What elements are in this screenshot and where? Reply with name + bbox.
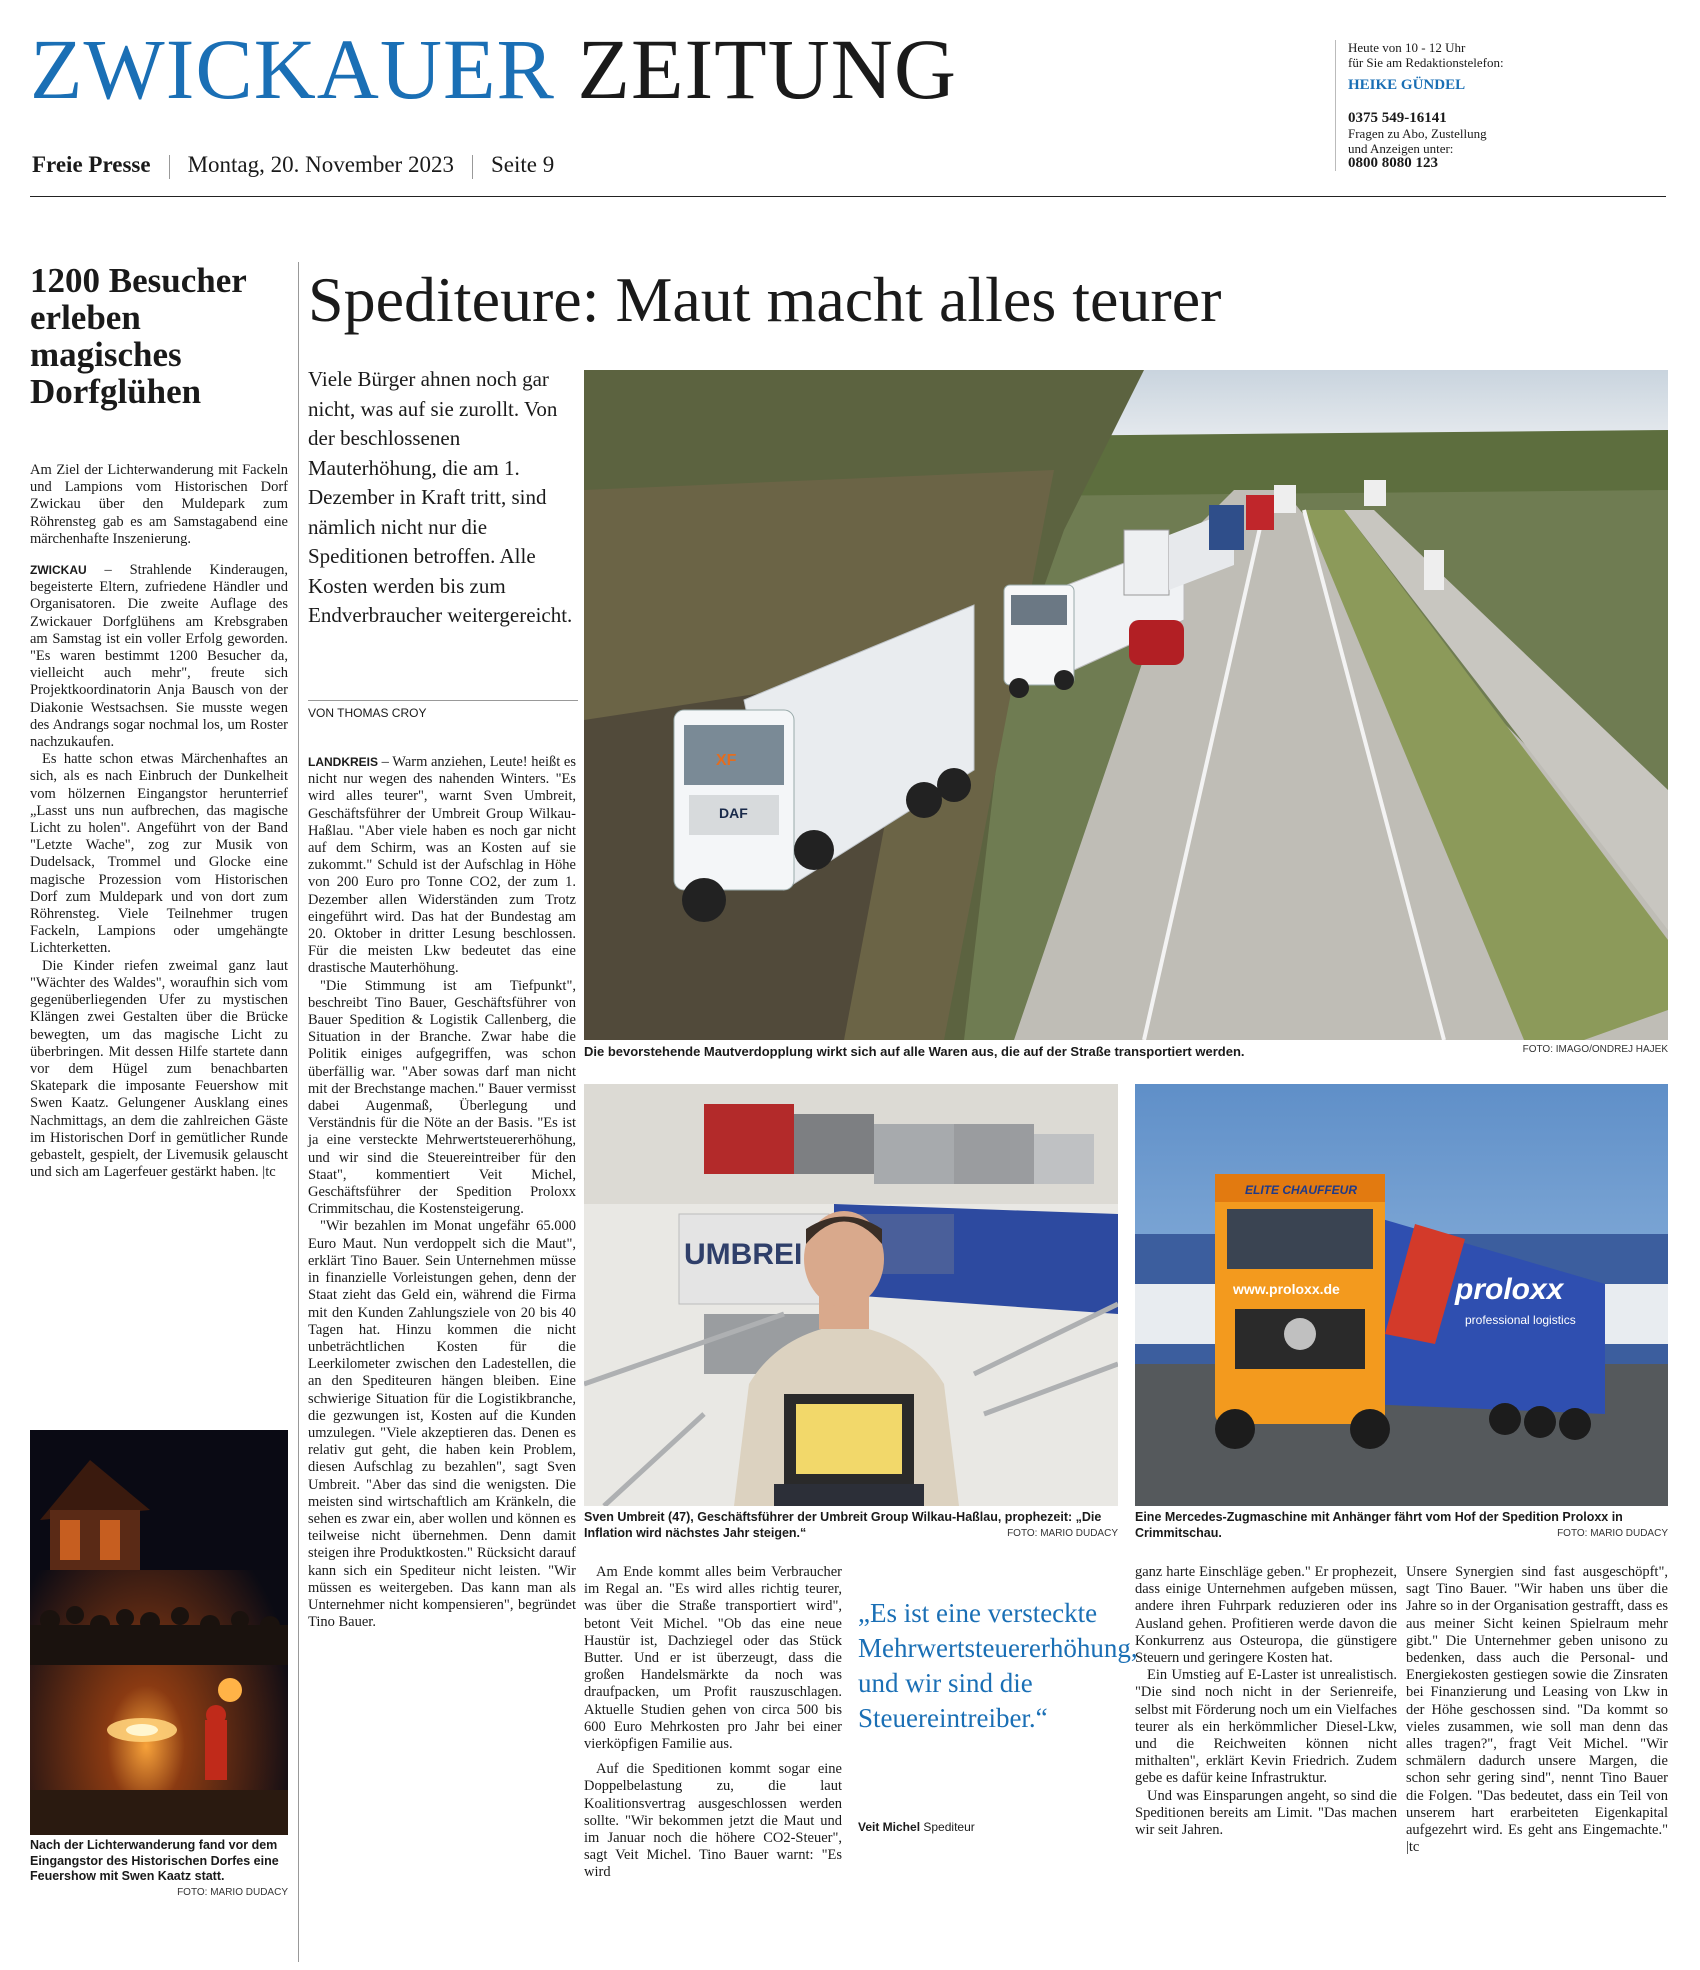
main-c3-p1: ganz harte Einschläge geben." Er prophezeit, dass einige Unternehmen aufgeben müssen, andere ihren Fuhrpark reduzieren oder ins Ausland gehen. Profitieren werde davon die Konkurrenz aus Osteuropa, die günstigere Steuern und geringere Kosten hat. (1135, 1564, 1397, 1667)
truck-badge-text: XF (716, 752, 737, 769)
issue-date: Montag, 20. November 2023 (187, 152, 454, 177)
main-lede: Viele Bürger ahnen noch gar nicht, was auf sie zurollt. Von der beschlossenen Mauterhöhung, die am 1. Dezember in Kraft tritt, sind nämlich nicht nur die Speditionen betroffen. Alle Kosten werden bis zum Endverbraucher weitergereicht. (308, 367, 573, 627)
main-c2-p2: Auf die Speditionen kommt sogar eine Doppelbelastung zu, die laut Koalitionsvertrag ausgeschlossen werden sollte. "Wir bekommen jetzt die Maut und im Januar noch die höhere CO2-Steuer", sagt Veit Michel. Tino Bauer warnt: "Es wird (584, 1761, 842, 1881)
quote-role: Spediteur (923, 1820, 975, 1834)
main-c4-p1: Unsere Synergien sind fast ausgeschöpft", sagt Tino Bauer. "Wir haben uns über die Jahre so in der Organisation gestrafft, dass es aus meiner Sicht keinen Spielraum mehr gibt." Die Unternehmer geben unisono zu bedenken, dass auch die Personal- und Energiekosten gestiegen sowie die Zinsraten bei Finanzierung und Leasing von Lkw in der Höhe geschossen sind. "Da kommt so vieles zusammen, wie soll man denn das alles tragen?", fragt Veit Michel. "Wir schmälern dadurch unsere Margen, die schon sehr gering sind", nennt Tino Bauer die Folgen. "Das bedeutet, dass ein Teil von unserem hart erarbeiteten Eigenkapital aufgezehrt wird. Es geht ans Eingemachte." |tc (1406, 1564, 1669, 1856)
umbreit-photo-credit: FOTO: MARIO DUDACY (1007, 1527, 1118, 1539)
contact-abo-note2: und Anzeigen unter: (1348, 141, 1454, 156)
main-c1-p1-text: – Warm anziehen, Leute! heißt es nicht nur wegen des nahenden Winters. "Es wird alles teurer", warnt Sven Umbreit, Geschäftsführer der Umbreit Group Wilkau-Haßlau. "Aber viele haben es noch gar nicht auf dem Schirm, was an Kosten auf sie zukommt." Schuld ist der Aufschlag in Höhe von 200 Euro pro Tonne CO2, der zum 1. Dezember allen Widerständen zum Trotz eingeführt wird. Das hat der Bundestag am 20. Oktober in dritter Lesung beschlossen. Für die meisten Lkw bedeutet das eine drastische Mauterhöhung. (308, 754, 576, 977)
proloxx-photo-caption (1135, 1510, 1668, 1541)
trailer-brand-text: proloxx (1455, 1273, 1564, 1306)
main-c1-p2: "Die Stimmung ist am Tiefpunkt", beschreibt Tino Bauer, Geschäftsführer von Bauer Spedition & Logistik Callenberg, die Situation in der Branche. Zwar habe die Politik einiges aufgegriffen, was schon überfällig war. "Aber sowas darf man nicht mit der Brechstange machen." Bauer vermisst dabei Augenmaß, Überlegung und Verständnis für die Nöte an der Basis. "Es ist ja eine versteckte Mehrwertsteuererhöhung, und wir sind die Steuereintreiber für den Staat", kommentiert Veit Michel, Geschäftsführer der Spedition Proloxx Crimmitschau, die Kostensteigerung. (308, 977, 576, 1218)
contact-hotline: 0800 8080 123 (1348, 155, 1438, 171)
publisher-name: Freie Presse (32, 152, 151, 177)
pull-quote: „Es ist eine versteckte Mehrwertsteuererhöhung, und wir sind die Steuereintreiber.“ (858, 1598, 1138, 1733)
left-article-p2: Es hatte schon etwas Märchenhaftes an sich, als es nach Einbruch der Dunkelheit vom hölzernen Eingangstor herunterrief „Lasst uns nun aufbrechen, das magische Licht zu holen". Angeführt von der Band "Letzte Wache", zog zur Musik von Dudelsack, Trommel und Glocke eine magische Prozession vom Historischen Dorf zum Muldepark und von dort zum Röhrensteg. Viele Teilnehmer trugen Fackeln, Lampions oder umgehängte Lichterketten. (30, 751, 288, 957)
pull-quote-source (858, 1820, 975, 1834)
byline: VON THOMAS CROY (308, 706, 427, 720)
editorial-contact-box (1335, 40, 1678, 171)
proloxx-truck-photo (1135, 1084, 1668, 1506)
umbreit-photo-caption (584, 1510, 1118, 1541)
main-photo-caption (584, 1044, 1668, 1059)
main-dateline: LANDKREIS (308, 755, 379, 769)
main-c1-p1 (308, 754, 576, 978)
contact-phone: 0375 549-16141 (1348, 110, 1447, 126)
left-article-body (30, 462, 288, 1181)
orange-tractor (1215, 1174, 1390, 1449)
main-c3-p3: Und was Einsparungen angeht, so sind die Speditionen bereits am Limit. "Das machen wir seit Jahren. (1135, 1787, 1397, 1839)
left-article-p1-text: – Strahlende Kinderaugen, begeisterte Eltern, zufriedene Händler und Organisatoren. Die zweite Auflage des Zwickauer Dorfglühens am Krebsgraben am Samstag ist ein voller Erfolg geworden. "Es waren bestimmt 1200 Besucher da, vielleicht auch mehr", freute sich Projektkoordinatorin Anja Bausch von der Diakonie Westsachsen. Sie musste wegen des Andrangs sogar nochmal los, um Roster nachzukaufen. (30, 562, 288, 751)
main-c3-p2: Ein Umstieg auf E-Laster ist unrealistisch. "Die sind noch nicht in der Serienreife, selbst mit Förderung noch um ein Vielfaches teurer als ein herkömmlicher Diesel-Lkw, und die Reichweiten können nicht mithalten", erklärt Kevin Friedrich. Zudem gebe es dafür keine Infrastruktur. (1135, 1667, 1397, 1787)
main-article-column-4 (1406, 1564, 1668, 1856)
fire-show-photo (30, 1430, 288, 1835)
main-c1-p3: "Wir bezahlen im Monat ungefähr 65.000 Euro Maut. Nun verdoppelt sich die Maut", erklärt Tino Bauer. Sein Unternehmen müsse in finanzielle Vorleistungen gehen, denn der Staat zieht das Geld ein, während die Firma mit den Kunden Zahlungsziele von 20 bis 40 Tagen hat. Hinzu kommen die nicht unbeträchtlichen Kosten für die Leerkilometer zwischen den Ladestellen, die an den Spediteuren hängen bleiben. Eine schwierige Situation für die Logistikbranche, die gezwungen ist, Kosten auf die Kunden umzulegen. "Viele akzeptieren das. Denen es relativ gut geht, die haben kein Problem, diesen Aufschlag zu bezahlen", sagt Sven Umbreit. "Aber das sind die wenigsten. Die meisten sind wirtschaftlich am Kränkeln, die sehen es zwar ein, aber wollen und können es teilweise nicht übernehmen. Denn damit steigen ihre Produktkosten." Rücksicht darauf kann sich ein Spediteur nicht leisten. "Wir müssen es weitergeben. Das kann man als Unternehmer nicht kompensieren", begründet Tino Bauer. (308, 1218, 576, 1631)
main-photo-credit: FOTO: IMAGO/ONDREJ HAJEK (1522, 1044, 1668, 1055)
left-caption-text: Nach der Lichterwanderung fand vor dem Eingangstor des Historischen Dorfes eine Feuershow mit Swen Kaatz statt. (30, 1838, 279, 1883)
left-article-dateline: ZWICKAU (30, 563, 87, 578)
umbreit-caption-text: Sven Umbreit (47), Geschäftsführer der Umbreit Group Wilkau-Haßlau, prophezeit: „Die Inflation wird nächstes Jahr steigen.“ (584, 1510, 1102, 1540)
contact-hours: Heute von 10 - 12 Uhr (1348, 40, 1466, 55)
masthead-divider (30, 196, 1666, 197)
red-car (1129, 620, 1184, 665)
quote-person: Veit Michel (858, 1820, 921, 1834)
wall-sign-text: UMBREI (684, 1238, 803, 1271)
left-article-teaser: Am Ziel der Lichterwanderung mit Fackeln und Lampions vom Historischen Dorf Zwickau über den Muldepark zum Röhrensteg gab es am Samstagabend eine märchenhafte Inszenierung. (30, 462, 288, 547)
main-headline: Spediteure: Maut macht alles teurer (308, 264, 1222, 335)
contact-note: für Sie am Redaktionstelefon: (1348, 55, 1504, 70)
byline-divider (308, 700, 578, 701)
left-article-title: 1200 Besucher erleben magisches Dorfglühen (30, 261, 247, 411)
left-photo-caption (30, 1838, 288, 1900)
main-article-column-2 (584, 1564, 842, 1882)
main-caption-text: Die bevorstehende Mautverdopplung wirkt sich auf alle Waren aus, die auf der Straße transportiert werden. (584, 1044, 1245, 1059)
contact-editor-name: HEIKE GÜNDEL (1348, 77, 1466, 93)
proloxx-photo-credit: FOTO: MARIO DUDACY (1557, 1527, 1668, 1539)
page-number: Seite 9 (490, 152, 555, 177)
truck-brand-text: DAF (719, 805, 748, 821)
contact-abo-note: Fragen zu Abo, Zustellung (1348, 126, 1487, 141)
highway-trucks-photo (584, 370, 1668, 1040)
main-article-column-3 (1135, 1564, 1397, 1839)
left-photo-credit: FOTO: MARIO DUDACY (177, 1886, 288, 1898)
main-article-column-1 (308, 754, 576, 1631)
left-article-p1 (30, 562, 288, 751)
newspaper-title: ZWICKAUER ZEITUNG (30, 21, 957, 117)
left-article-p3: Die Kinder riefen zweimal ganz laut "Wächter des Waldes", woraufhin sich vom gegenüberliegenden Ufer zu mystischen Klängen zwei Gestalten über die Brücke bewegten, um das magische Licht zu überbringen. Mit dessen Hilfe startete dann vor dem Hügel zum benachbarten Skatepark die imposante Feuershow mit Swen Kaatz. Gelungener Ausklang eines Nachmittags, an dem die zahlreichen Gäste im Historischen Dorf in gemütlicher Runde gebastelt, gespielt, der Livemusik gelauscht und sich am Lagerfeuer gestärkt haben. |tc (30, 957, 288, 1181)
visor-text: ELITE CHAUFFEUR (1245, 1183, 1357, 1197)
masthead-subline (32, 152, 554, 179)
main-c2-p1: Am Ende kommt alles beim Verbraucher im Regal an. "Es wird alles richtig teurer, was über die Straße transportiert wird", betont Veit Michel. "Ob das eine neue Haustür ist, Dachziegel oder das Stück Butter. Und er ist überzeugt, dass die großen Handelsmärkte da noch was draufpacken, um Profit rauszuschlagen. Aktuelle Studien gehen von circa 500 bis 600 Euro Mehrkosten pro Jahr bei einer vierköpfigen Familie aus. (584, 1564, 842, 1753)
column-divider (298, 262, 299, 1962)
web-text: www.proloxx.de (1233, 1281, 1340, 1297)
trailer-sub-text: professional logistics (1465, 1313, 1576, 1327)
portrait-photo-umbreit (584, 1084, 1118, 1506)
proloxx-caption-text: Eine Mercedes-Zugmaschine mit Anhänger fährt vom Hof der Spedition Proloxx in Crimmitschau. (1135, 1510, 1623, 1540)
